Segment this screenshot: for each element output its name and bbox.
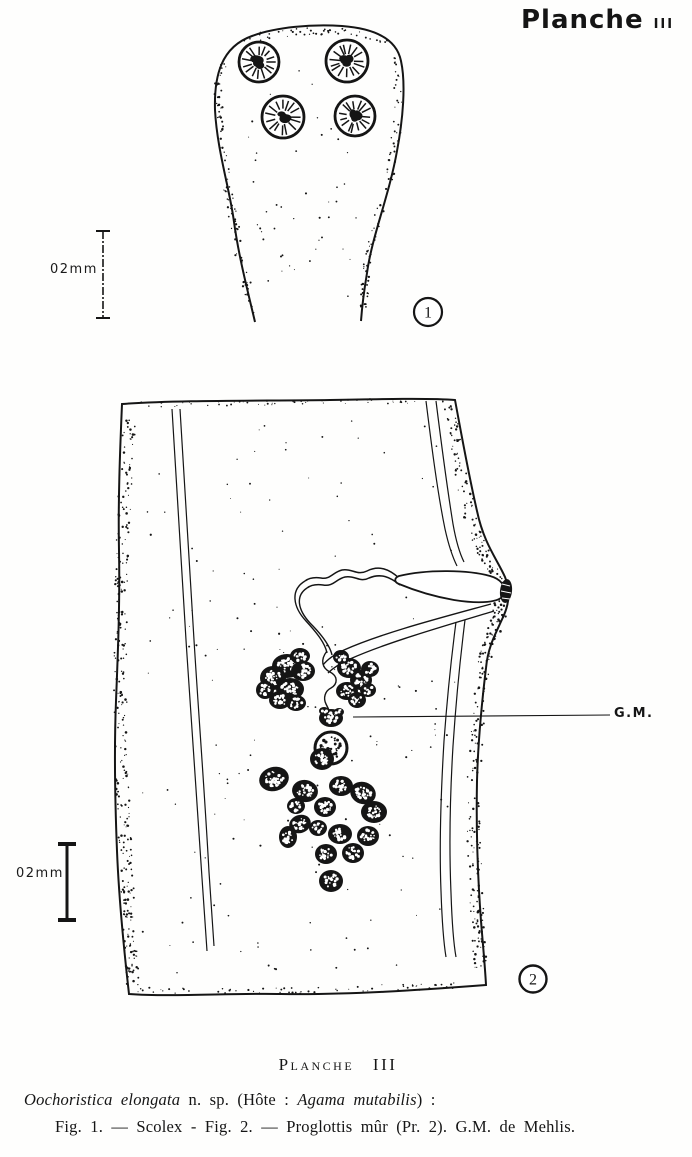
oviduct-isthmus	[323, 651, 336, 715]
fig1-number-circle	[414, 298, 442, 326]
cirrus-pouch	[395, 571, 504, 602]
species-mid-text: n. sp. (Hôte :	[180, 1090, 298, 1109]
fig2-proglottid-illustration	[113, 398, 610, 995]
fig2-scale-label: 02mm	[16, 866, 64, 881]
fig2-number-circle	[520, 966, 547, 993]
plate-header	[521, 5, 674, 35]
caption-title: Planche III	[278, 1055, 398, 1074]
caption-species-line	[24, 1090, 436, 1110]
mehlis-gland	[319, 707, 344, 727]
fig1-scale-bar	[96, 231, 110, 318]
plate-header-title: Planche	[521, 5, 644, 35]
species-end-text: ) :	[416, 1090, 436, 1109]
gm-annotation-label: G.M.	[614, 706, 654, 721]
species-name-2: Agama mutabilis	[297, 1090, 417, 1109]
caption-figures-line: Fig. 1. — Scolex - Fig. 2. — Proglottis mûr (Pr. 2). G.M. de Mehlis.	[55, 1117, 576, 1136]
fig1-number: 1	[424, 304, 432, 322]
fig2-excretory-canals	[172, 401, 465, 957]
fig1-scolex-illustration	[214, 25, 404, 322]
fig1-suckers	[239, 40, 375, 138]
testes-cluster	[256, 748, 387, 892]
fig1-scale-label: 02mm	[50, 262, 98, 277]
fig2-number: 2	[529, 971, 537, 989]
ovary-lobes	[256, 648, 379, 711]
plate-header-numeral: III	[653, 17, 675, 32]
fig2-scale-bar	[58, 843, 76, 921]
species-name-1: Oochoristica elongata	[24, 1090, 181, 1109]
